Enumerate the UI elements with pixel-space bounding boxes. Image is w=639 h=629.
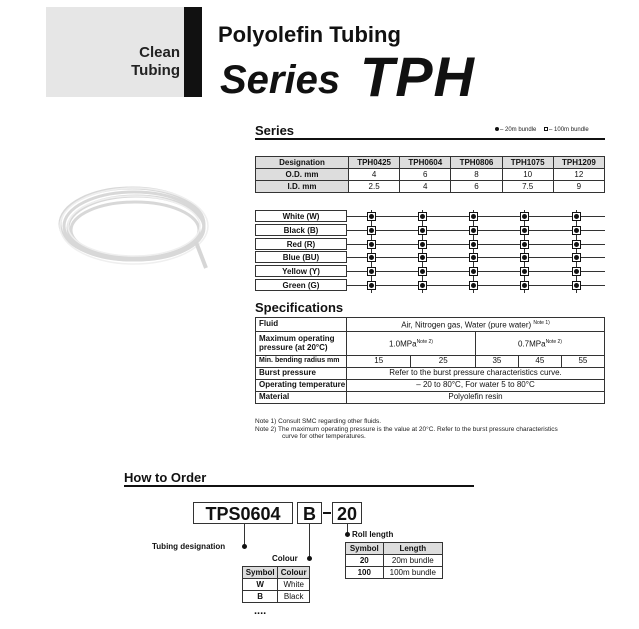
roll-length-label: Roll length [352, 530, 394, 539]
availability-marker-icon [367, 226, 376, 235]
designation-header: Designation [256, 157, 349, 169]
designation-pin-icon [242, 544, 247, 549]
bend-radius-value: 25 [411, 355, 475, 367]
availability-marker-icon [469, 281, 478, 290]
colour-name: White [278, 579, 310, 591]
roll20-marker-icon [495, 127, 499, 131]
availability-marker-icon [367, 240, 376, 249]
color-row-label: Red (R) [255, 238, 347, 250]
roll-pin-icon [345, 532, 350, 537]
colour-table [242, 566, 310, 603]
od-value: 6 [400, 169, 451, 181]
colour-table-header: Colour [278, 567, 310, 579]
designation-table [255, 156, 605, 193]
colour-pin-icon [307, 556, 312, 561]
roll-length: 20m bundle [383, 555, 442, 567]
tubing-designation-label: Tubing designation [152, 542, 226, 551]
temperature-label: Operating temperature [256, 379, 347, 391]
availability-marker-icon [367, 212, 376, 221]
temperature-value: – 20 to 80°C, For water 5 to 80°C [347, 379, 605, 391]
fluid-value [347, 318, 605, 332]
availability-marker-icon [469, 253, 478, 262]
availability-marker-icon [520, 253, 529, 262]
how-to-order-rule [124, 485, 474, 487]
colour-name: Black [278, 591, 310, 603]
roll-length-table [345, 542, 443, 579]
fluid-label: Fluid [256, 318, 347, 332]
availability-marker-icon [520, 267, 529, 276]
colour-label: Colour [272, 554, 298, 563]
series-rule [255, 138, 605, 140]
bend-radius-value: 45 [518, 355, 561, 367]
pressure-a-note: Note 2) [416, 338, 433, 345]
code-dash [323, 512, 331, 514]
availability-marker-icon [367, 253, 376, 262]
od-value: 8 [451, 169, 502, 181]
od-value: 10 [502, 169, 553, 181]
category-line1: Clean [139, 44, 180, 61]
availability-marker-icon [469, 240, 478, 249]
roll-symbol: 20 [346, 555, 384, 567]
page-title: Polyolefin Tubing [218, 22, 401, 47]
roll100-marker-icon [544, 127, 548, 131]
category-label [100, 44, 180, 80]
model-header: TPH0604 [400, 157, 451, 169]
bend-radius-value: 35 [475, 355, 518, 367]
od-label: O.D. mm [256, 169, 349, 181]
category-line2: Tubing [131, 62, 180, 79]
availability-marker-icon [520, 240, 529, 249]
note-2: Note 2) The maximum operating pressure is the value at 20°C. Refer to the burst pressure characteristics [255, 425, 558, 433]
colour-leader-line [309, 524, 310, 558]
roll-symbol: 100 [346, 567, 384, 579]
availability-marker-icon [418, 281, 427, 290]
availability-marker-icon [520, 212, 529, 221]
pressure-value-b [475, 331, 604, 355]
designation-leader-line [244, 524, 245, 546]
spec-notes [255, 418, 615, 441]
pressure-label [256, 331, 347, 355]
fluid-text: Air, Nitrogen gas, Water (pure water) [401, 320, 532, 330]
fluid-note: Note 1) [533, 320, 550, 326]
series-word: Series [220, 58, 341, 102]
availability-marker-icon [418, 267, 427, 276]
model-header: TPH0425 [349, 157, 400, 169]
id-value: 7.5 [502, 181, 553, 193]
roll-table-header: Symbol [346, 543, 384, 555]
pressure-label-line2: pressure (at 20°C) [259, 343, 328, 353]
order-code-roll: 20 [332, 502, 362, 524]
model-header: TPH1209 [553, 157, 604, 169]
bend-radius-value: 55 [561, 355, 604, 367]
header-divider-bar [184, 7, 202, 97]
availability-marker-icon [418, 240, 427, 249]
id-value: 4 [400, 181, 451, 193]
note-1: Note 1) Consult SMC regarding other fluids. [255, 418, 382, 425]
specifications-heading: Specifications [255, 300, 344, 315]
colour-ellipsis: .... [254, 605, 267, 617]
burst-label: Burst pressure [256, 367, 347, 379]
colour-table-header: Symbol [243, 567, 278, 579]
availability-marker-icon [520, 226, 529, 235]
color-row-label: White (W) [255, 210, 347, 222]
availability-marker-icon [469, 212, 478, 221]
availability-marker-icon [572, 267, 581, 276]
series-heading: Series [255, 123, 295, 138]
material-label: Material [256, 391, 347, 403]
legend-roll20: – 20m bundle [500, 127, 537, 133]
pressure-value-a [347, 331, 476, 355]
specifications-table [255, 317, 605, 404]
colour-symbol: W [243, 579, 278, 591]
bundle-legend [495, 127, 589, 133]
model-header: TPH0806 [451, 157, 502, 169]
order-code-designation: TPS0604 [193, 502, 293, 524]
roll-table-header: Length [383, 543, 442, 555]
availability-marker-icon [572, 212, 581, 221]
id-value: 9 [553, 181, 604, 193]
pressure-label-line1: Maximum operating [259, 334, 335, 344]
color-row-label: Yellow (Y) [255, 265, 347, 277]
pressure-b-note: Note 2) [545, 338, 562, 345]
how-to-order-heading: How to Order [124, 470, 207, 485]
availability-marker-icon [418, 212, 427, 221]
od-value: 12 [553, 169, 604, 181]
availability-marker-icon [572, 240, 581, 249]
availability-marker-icon [418, 253, 427, 262]
availability-marker-icon [572, 281, 581, 290]
od-value: 4 [349, 169, 400, 181]
availability-marker-icon [418, 226, 427, 235]
color-row-label: Black (B) [255, 224, 347, 236]
colour-symbol: B [243, 591, 278, 603]
availability-marker-icon [367, 281, 376, 290]
availability-marker-icon [572, 253, 581, 262]
order-code-colour: B [297, 502, 322, 524]
id-value: 2.5 [349, 181, 400, 193]
burst-value: Refer to the burst pressure characteristics curve. [347, 367, 605, 379]
availability-marker-icon [520, 281, 529, 290]
tubing-coil-image [56, 180, 216, 280]
bend-radius-label: Min. bending radius mm [256, 355, 347, 367]
id-value: 6 [451, 181, 502, 193]
color-row-label: Blue (BU) [255, 251, 347, 263]
material-value: Polyolefin resin [347, 391, 605, 403]
color-row-label: Green (G) [255, 279, 347, 291]
note-2-continued: curve for other temperatures. [282, 433, 366, 440]
legend-roll100: – 100m bundle [549, 127, 589, 133]
roll-length: 100m bundle [383, 567, 442, 579]
id-label: I.D. mm [256, 181, 349, 193]
availability-marker-icon [469, 267, 478, 276]
availability-marker-icon [469, 226, 478, 235]
pressure-a-text: 1.0MPa [388, 339, 417, 349]
bend-radius-value: 15 [347, 355, 411, 367]
availability-marker-icon [367, 267, 376, 276]
series-code: TPH [360, 45, 475, 108]
availability-marker-icon [572, 226, 581, 235]
model-header: TPH1075 [502, 157, 553, 169]
pressure-b-text: 0.7MPa [517, 339, 546, 349]
